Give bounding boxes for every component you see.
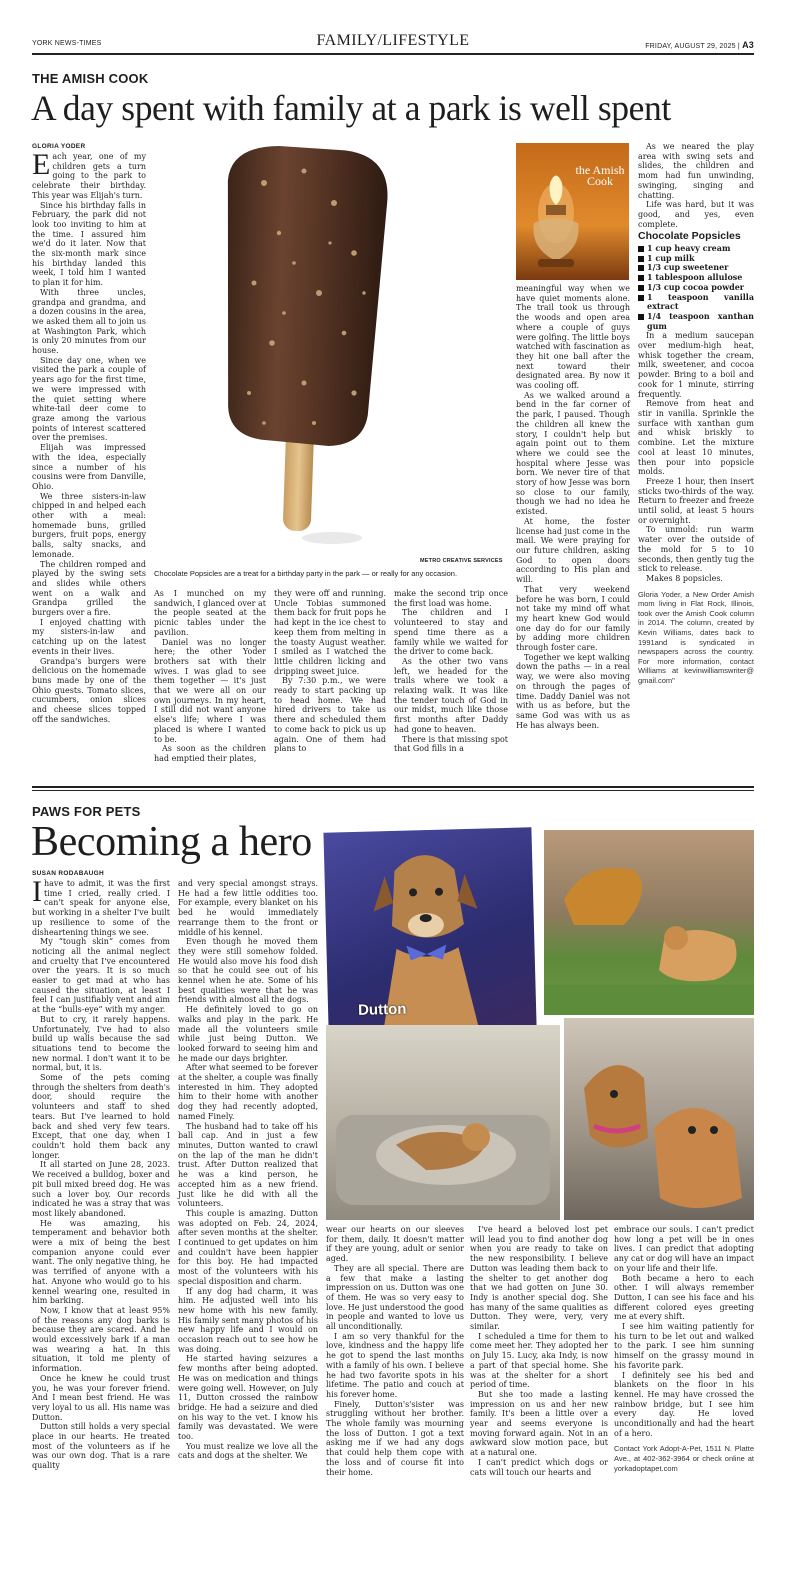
paragraph: Dutton still holds a very special place in our hearts. He treated most of the volunteers as if he was our own dog. That is a rare quality: [32, 1422, 170, 1471]
amish-drop-cap: E: [32, 148, 51, 181]
recipe-step: Remove from heat and stir in vanilla. Sprinkle the surface with xanthan gum and whisk briskly to combine. Let the mixture cool at least 10 minutes, then pour into popsicle molds.: [638, 399, 754, 477]
paragraph: Grandpa's burgers were delicious on the homemade buns made by one of the Ohio guests. Tomato slices, cucumbers, onion slices and cheese slices topped off the sandwiches.: [32, 656, 146, 724]
page-number: A3: [742, 40, 754, 50]
pets-drop-cap: I: [32, 875, 42, 908]
amish-photo-credit: METRO CREATIVE SERVICES: [420, 558, 503, 564]
paragraph: Since his birthday falls in February, the park did not look too inviting to him at the time. I assured him we'd do it later. Now that the six-month mark since his birthday landed this week, I told him I wanted to plan it for him.: [32, 200, 146, 288]
paragraph: I can't predict which dogs or cats will touch our hearts and: [470, 1457, 608, 1477]
paragraph: As we walked around a bend in the far corner of the park, I paused. Though the children all knew the story, I couldn't help but again point out to them where we could see the hospital where Jesse was born. We never tire of that story of how Jesse was born so close to our family, though we had no idea he existed.: [516, 390, 630, 517]
recipe-step: To unmold: run warm water over the outside of the mold for 5 to 10 seconds, then gently tug the stick to release.: [638, 525, 754, 574]
paragraph: It all started on June 28, 2023. We received a bulldog, boxer and pit bull mixed breed dog. He was such a lover boy. Our records indicated he was a stray that was most likely abandoned.: [32, 1160, 170, 1218]
amish-column-3: [274, 589, 386, 754]
paragraph: embrace our souls. I can't predict how long a pet will be in ones lives. I can predict that adopting any cat or dog will have an impact on your life and their life.: [614, 1225, 754, 1273]
pets-headline: Becoming a hero: [31, 819, 312, 865]
paragraph: The children romped and played by the swing sets and slides while others went on a walk and Grandpa grilled the burgers over a fire.: [32, 559, 146, 618]
paragraph: The children and I volunteered to stay and spend time there as a family while we waited for the driver to come back.: [394, 608, 508, 657]
dutton-photo-label: Dutton: [357, 1000, 407, 1019]
recipe-step: In a medium saucepan over medium-high heat, whisk together the cream, milk, sweetener, and cocoa powder. Bring to a boil and cook for 1 minute, stirring frequently.: [638, 331, 754, 399]
dog-couch-photo: [326, 1025, 560, 1220]
paragraph: At home, the foster license had just come in the mail. We were praying for our future children, asking God to open doors according to His plan and will.: [516, 516, 630, 585]
ingredient: 1 cup milk: [638, 254, 754, 264]
ingredient: 1/3 cup sweetener: [638, 263, 754, 273]
pets-column-3: [326, 1225, 464, 1477]
two-dogs-photo: [564, 1018, 754, 1220]
logo-text: the Amish Cook: [575, 163, 625, 188]
author-bio: Gloria Yoder, a New Order Amish mom living in Flat Rock, Illinois, took over the Amish Cook column in 2014. The column, created by Kevin Williams, dates back to 1991and is syndicated in newspapers across the country. For more information, contact Williams at kevinwilliamswriter@ gmail.com": [638, 589, 754, 685]
paragraph: You must realize we love all the cats and dogs at the shelter. We: [178, 1441, 318, 1461]
paragraph: As we neared the play area with swing sets and slides, the children and mom had fun unwinding, swinging, singing and chatting.: [638, 142, 754, 200]
paragraph: Elijah was impressed with the idea, especially since a number of his cousins were from Danville, Ohio.: [32, 443, 146, 491]
paragraph: Daniel was no longer here; the other Yoder brothers sat with their wives. I was glad to see them together — it's just that we were all on our own journeys. In my heart, I still did not want anyone else's life; where I was placed is where I wanted to be.: [154, 637, 266, 744]
pets-byline: SUSAN RODABAUGH: [32, 870, 105, 877]
amish-cook-logo: [516, 143, 629, 280]
ingredient: 1 tablespoon allulose: [638, 273, 754, 283]
amish-column-6: [638, 142, 754, 686]
paragraph: He was amazing, his temperament and behavior both were a mix of being the best companion anyone could ever want. The only negative thing, he was terrified of anyone with a hat. Anyone who would go to his kennel wearing one, resulted in him barking.: [32, 1218, 170, 1306]
paragraph: My “tough skin” comes from noticing all the animal neglect and cruelty that I've encountered over the years. It is so much easier to get mad at who has caused the situation, at least I feel I can justifiably vent and aim at the “bulls-eye” with my anger.: [32, 937, 170, 1015]
paragraph: The husband had to take off his ball cap. And in just a few minutes, Dutton wanted to crawl on the lap of the man he didn't trust. After Dutton realized that he was a kind person, he accepted him as a new friend. Just like he did with all the volunteers.: [178, 1121, 318, 1209]
paper-name: YORK NEWS-TIMES: [32, 40, 102, 47]
dog-icon: [323, 827, 536, 1030]
pets-kicker: PAWS FOR PETS: [32, 804, 141, 819]
recipe-step: Freeze 1 hour, then insert sticks two-thirds of the way. Return to freezer and freeze until solid, at least 5 hours or overnight.: [638, 476, 754, 525]
paragraph: But to cry, it rarely happens. Unfortunately, I've had to also build up walls because the sad situations tend to become the new normal. I don't want it to be normal, but, it is.: [32, 1014, 170, 1073]
pets-column-4: [470, 1225, 608, 1477]
paragraph: Once he knew he could trust you, he was your forever friend. And I mean best friend. He was very loyal to us all. His name was Dutton.: [32, 1373, 170, 1422]
paragraph: Life was hard, but it was good, and yes, even complete.: [638, 200, 754, 229]
paragraph: Even though he moved them they were still somehow folded. He would also move his food dish so that he could see out of his kennel when he ate. Some of his best qualities were that he was friends with almost all the dogs.: [178, 937, 318, 1005]
amish-column-4: [394, 589, 508, 754]
paragraph: There is that missing spot that God fills in a: [394, 734, 508, 754]
pets-column-2: [178, 879, 318, 1461]
page-date-number: FRIDAY, AUGUST 29, 2025 | A3: [645, 40, 754, 50]
paragraph: Together we kept walking down the paths — in a real way, we were also moving on through the pages of time. Daddy Daniel was not with us as before, but the same God was with us as He has always been.: [516, 652, 630, 730]
paragraph: With three uncles, grandpa and grandma, and a dozen cousins in the area, we asked them all to join us at Washington Park, which is only 20 minutes from our house.: [32, 287, 146, 356]
paragraph: As the other two vans left, we headed for the trails where we took a relaxing walk. It was like the tender touch of God in our midst, much like those first months after Daddy had gone to heaven.: [394, 656, 508, 734]
amish-column-5: [516, 284, 630, 730]
paragraph: If any dog had charm, it was him. He adjusted well into his new home with his new family. His family sent many photos of his new happy life and I would on occasion reach out to see how he was doing.: [178, 1286, 318, 1354]
paragraph: As I munched on my sandwich, I glanced over at the people seated at the picnic tables under the pavilion.: [154, 589, 266, 637]
amish-byline: GLORIA YODER: [32, 143, 86, 150]
dog-photo-collage: [326, 830, 754, 1220]
amish-headline: A day spent with family at a park is well spent: [31, 88, 671, 128]
page-header: [32, 32, 754, 52]
pets-lead-paragraph: Ihave to admit, it was the first time I cried, really cried. I can't speak for anyone else, but working in a shelter I've built up resilience to some of the disheartening things we see.: [32, 875, 170, 937]
paragraph: Some of the pets coming through the shelters from death's door, should require the volunteers and staff to shed tears. But I've learned to hold back and shed very few tears. Except, that one day, when I couldn't hold them back any longer.: [32, 1073, 170, 1160]
paragraph: This couple is amazing. Dutton was adopted on Feb. 24, 2024, after seven months at the shelter. I continued to get updates on him and couldn't have been happier for this boy. He had impacted most of the volunteers with his special disposition and charm.: [178, 1208, 318, 1286]
paragraph: That very weekend before he was born, I could not take my mind off what my heart knew God would one day do for our family by adding more children through foster care.: [516, 584, 630, 653]
pets-column-1: [32, 875, 170, 1471]
paragraph: Both became a hero to each other. I will always remember Dutton, I can see his face and his different colored eyes greeting me at every shift.: [614, 1273, 754, 1322]
paragraph: I am so very thankful for the love, kindness and the happy life he got to spend the last months with a family of his own. I believe he had two favorite spots in his lifetime. The patio and couch at his forever home.: [326, 1331, 464, 1399]
paragraph: We three sisters-in-law chipped in and helped each other with a meal: homemade buns, grilled burgers, fruit pops, energy balls, salty snacks, and lemonade.: [32, 491, 146, 559]
pets-column-5: [614, 1225, 754, 1473]
paragraph: He definitely loved to go on walks and play in the park. He made all the volunteers smile while just being Dutton. We looked forward to seeing him and he made our days brighter.: [178, 1005, 318, 1063]
paragraph: He started having seizures a few months after being adopted. He was on medication and things were going well. However, on July 11, Dutton crossed the rainbow bridge. He had a seizure and died on his way to the vet. I know his family was devastated. We were too.: [178, 1354, 318, 1442]
paragraph: Since day one, when we visited the park a couple of years ago for the first time, we were impressed with the quiet setting where white-tail deer come to graze among the various points of interest scattered over the premises.: [32, 355, 146, 443]
paragraph: They are all special. There are a few that make a lasting impression on us. Dutton was one of them. He was so very easy to love. He just understood the good in people and wanted to love us all unconditionally.: [326, 1263, 464, 1332]
section-divider: [32, 786, 754, 788]
paragraph: After what seemed to be forever at the shelter, a couple was finally interested in him. They adopted him to their home with another dog they had recently adopted, named Finely.: [178, 1063, 318, 1121]
dog-icon: [544, 830, 754, 1015]
page-date: FRIDAY, AUGUST 29, 2025: [645, 43, 736, 50]
paragraph: they were off and running. Uncle Tobias summoned them back for fruit pops he had kept in the ice chest to keep them from melting in the toasty August weather. I smiled as I watched the little children licking and dripping sweet juice.: [274, 589, 386, 676]
amish-lead-paragraph: Each year, one of my children gets a turn going to the park to celebrate their birthday. This year was Elijah's turn.: [32, 148, 146, 200]
ingredient: 1 cup heavy cream: [638, 244, 754, 254]
paragraph: wear our hearts on our sleeves for them, daily. It doesn't matter if they are young, adult or senior aged.: [326, 1225, 464, 1264]
amish-column-1: [32, 148, 146, 724]
paragraph: I definitely see his bed and blankets on the floor in his kennel. He may have crossed the rainbow bridge, but I see him every day. He loved unconditionally and had the heart of a hero.: [614, 1370, 754, 1438]
dog-patio-photo: [544, 830, 754, 1015]
dog-icon: [326, 1025, 560, 1220]
paragraph: Finely, Dutton's'sister was struggling without her brother. The whole family was mourning the loss of Dutton. I got a text asking me if we had any dogs that could help them cope with the loss and of course fit into their home.: [326, 1399, 464, 1477]
paragraph: I've heard a beloved lost pet will lead you to find another dog when you are ready to take on the new responsibility. I believe Dutton was leading them back to the shelter to get another dog that we had gotten on June 30. Indy is another special dog. She has many of the same qualities as Dutton. They were, very, very similar.: [470, 1225, 608, 1332]
paragraph: By 7:30 p.m., we were ready to start packing up to head home. We had hired drivers to take us there and scheduled them to come back to pick us up again. One of them had plans to: [274, 676, 386, 754]
recipe-step: Makes 8 popsicles.: [646, 573, 723, 583]
amish-photo-caption: Chocolate Popsicles are a treat for a birthday party in the park — or really for any occasion.: [154, 569, 458, 578]
paragraph: Now, I know that at least 95% of the reasons any dog barks is because they are scared. And he would excessively bark if a man was wearing a hat. In this situation, it told me plenty of information.: [32, 1305, 170, 1374]
shelter-contact: Contact York Adopt-A-Pet, 1511 N. Platte Ave., at 402-362-3964 or check online at yorkadoptapet.com: [614, 1444, 754, 1473]
section-title: FAMILY/LIFESTYLE: [316, 32, 470, 49]
paragraph: and very special amongst strays. He had a few little oddities too. For example, every blanket on his bed he would immediately rearrange them to the front or middle of his kennel.: [178, 879, 318, 937]
paragraph: make the second trip once the first load was home.: [394, 589, 508, 608]
amish-column-2: [154, 589, 266, 764]
amish-kicker: THE AMISH COOK: [32, 71, 149, 86]
paragraph: I scheduled a time for them to come meet her. They adopted her on July 15. Lucy, aka Indy, is now a part of that special home. She was at the shelter for a short period of time.: [470, 1331, 608, 1390]
paragraph: I see him waiting patiently for his turn to be let out and walked to the park. I see him sunning himself on the grassy mound in his favorite park.: [614, 1322, 754, 1370]
paragraph: I enjoyed chatting with my sisters-in-law and catching up on the latest events in their lives.: [32, 617, 146, 656]
ingredient: 1 teaspoon vanilla extract: [638, 293, 754, 312]
dutton-photo: [323, 827, 536, 1030]
header-rule: [32, 53, 754, 55]
paragraph: meaningful way when we have quiet moments alone. The trail took us through the woods and open area where a couple of guys were golfing. The little boys watched with fascination as they hit one ball after the next toward their designated area. By now it was cooling off.: [516, 284, 630, 391]
dog-icon: [564, 1018, 754, 1220]
recipe-title: Chocolate Popsicles: [638, 230, 741, 243]
paragraph: But she too made a lasting impression on us and her new family. It's been a little over a year and seems everyone is moving forward again. Not in an awkward slow motion pace, but at a natural one.: [470, 1389, 608, 1458]
popsicle-photo: [154, 143, 508, 556]
ingredient: 1/4 teaspoon xanthan gum: [638, 312, 754, 331]
paragraph: As soon as the children had emptied their plates,: [154, 744, 266, 763]
popsicle-illustration: [154, 143, 508, 556]
recipe-ingredients: [638, 244, 754, 331]
section-divider-thin: [32, 790, 754, 791]
ingredient: 1/3 cup cocoa powder: [638, 283, 754, 293]
